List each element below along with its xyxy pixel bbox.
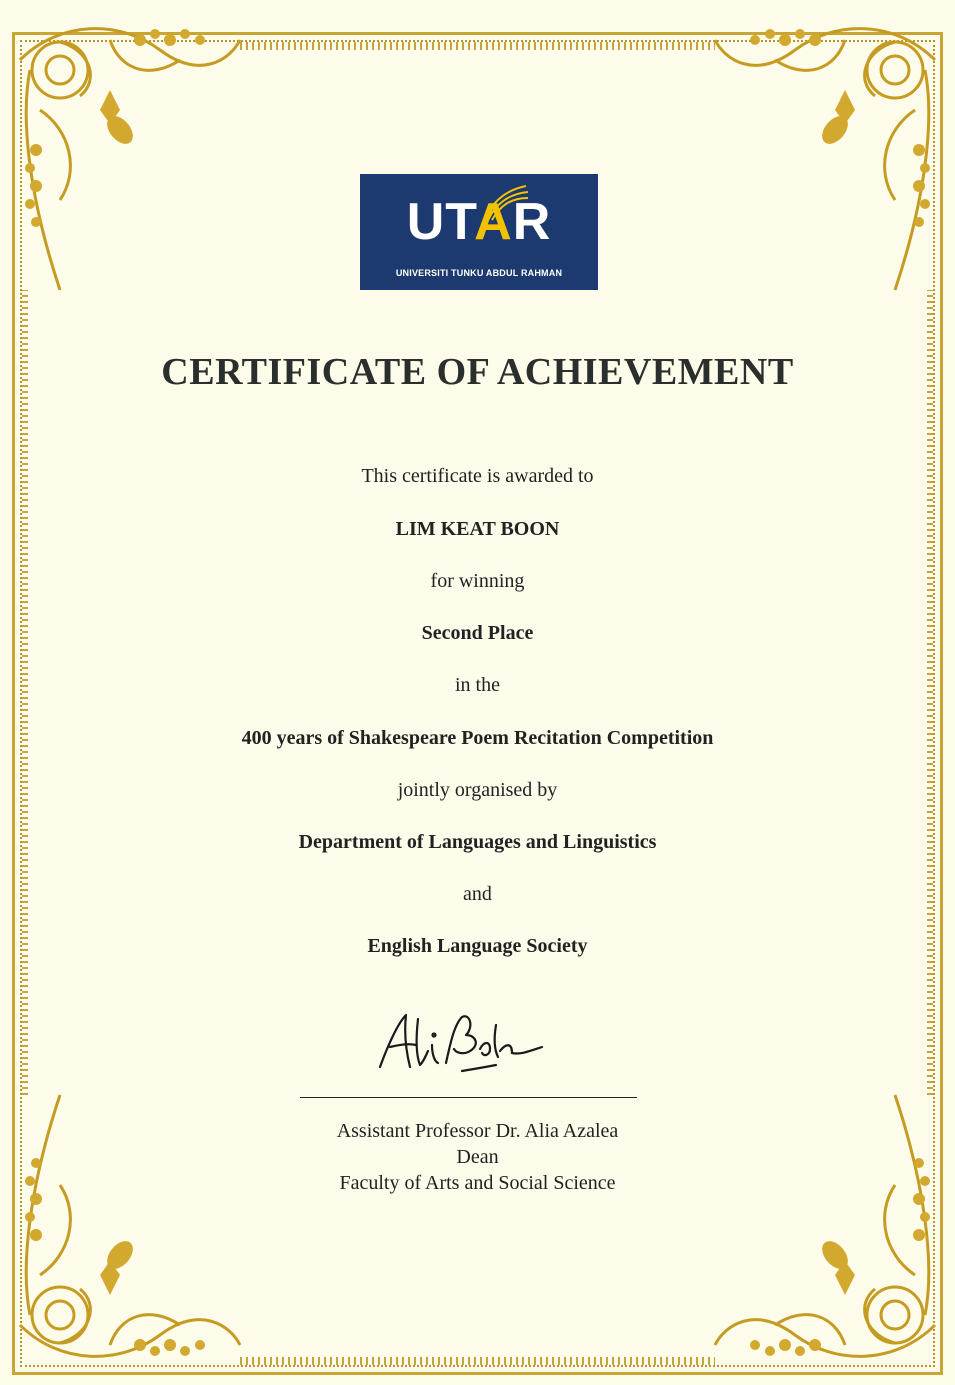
- ornament-corner-top-left-icon: [0, 0, 250, 300]
- signatory-faculty: Faculty of Arts and Social Science: [339, 1172, 616, 1194]
- handwritten-signature: [370, 1005, 550, 1080]
- organiser-society: English Language Society: [367, 935, 588, 957]
- organiser-department: Department of Languages and Linguistics: [298, 831, 657, 853]
- and-text: and: [463, 883, 492, 905]
- certificate-title: CERTIFICATE OF ACHIEVEMENT: [161, 351, 794, 393]
- logo-wordmark-prefix: UT: [406, 193, 475, 251]
- signatory-position: Dean: [456, 1146, 499, 1168]
- logo-subtitle: UNIVERSITI TUNKU ABDUL RAHMAN: [395, 268, 563, 278]
- utar-logo: [360, 174, 598, 290]
- for-winning-text: for winning: [430, 570, 525, 592]
- logo-wordmark: [360, 193, 598, 251]
- organised-by-text: jointly organised by: [397, 779, 558, 801]
- signatory-name: Assistant Professor Dr. Alia Azalea: [336, 1120, 619, 1142]
- competition-name: 400 years of Shakespeare Poem Recitation Competition: [241, 727, 714, 749]
- border-hatch-bottom: [240, 1357, 715, 1365]
- border-hatch-top: [240, 42, 715, 50]
- ornament-corner-top-right-icon: [705, 0, 955, 300]
- awarded-to-text: This certificate is awarded to: [361, 465, 594, 487]
- logo-wordmark-suffix: R: [512, 193, 552, 251]
- in-the-text: in the: [455, 674, 500, 696]
- placement-text: Second Place: [421, 622, 534, 644]
- logo-wordmark-accent-letter: A: [474, 193, 513, 251]
- signature-line: [300, 1097, 637, 1098]
- recipient-name: LIM KEAT BOON: [395, 518, 560, 540]
